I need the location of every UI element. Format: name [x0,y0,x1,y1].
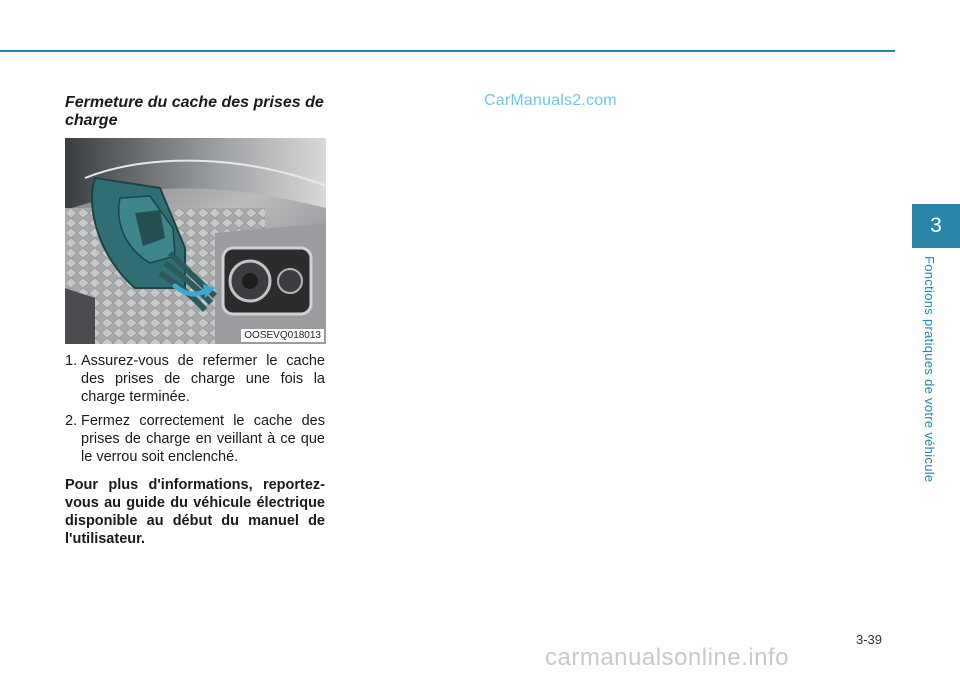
step-number: 2. [65,413,78,429]
header-rule [0,50,895,52]
section-title: Fermeture du cache des prises de charge [65,94,324,129]
info-note: Pour plus d'informations, reportez-vous au guide du véhicule électrique disponible au début du manuel de l'utilisateur. [65,477,325,547]
steps-list [65,352,325,472]
figure-code: OOSEVQ018013 [241,329,324,342]
step-text: Fermez correctement le cache des prises de charge en veillant à ce que le verrou soit enclenché. [81,413,325,465]
car-charging-port-drawing [65,138,326,344]
step-text: Assurez-vous de refermer le cache des prises de charge une fois la charge terminée. [81,353,325,405]
page-number: 3-39 [856,632,883,647]
list-item [65,352,325,406]
watermark-top: CarManuals2.com [484,92,617,109]
step-number: 1. [65,353,78,369]
list-item [65,412,325,466]
chapter-label [922,256,942,506]
charging-cover-illustration [65,138,326,344]
chapter-label-text: Fonctions pratiques de votre véhicule [922,256,937,483]
chapter-tab: 3 [912,204,960,248]
watermark-bottom: carmanualsonline.info [545,644,789,671]
